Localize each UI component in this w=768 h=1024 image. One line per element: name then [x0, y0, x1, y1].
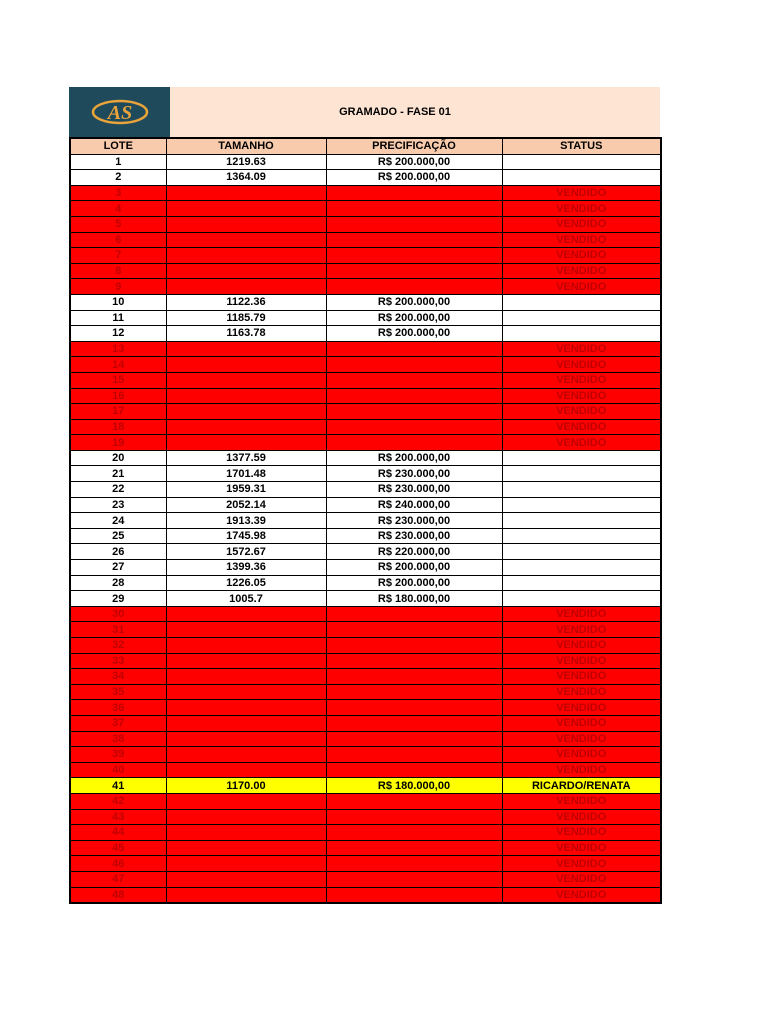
cell-status: VENDIDO: [502, 201, 661, 217]
cell-precificacao: R$ 240.000,00: [326, 497, 502, 513]
cell-lote: 17: [70, 404, 166, 420]
table-row: [70, 747, 661, 763]
cell-tamanho: [166, 435, 326, 451]
cell-status: [502, 591, 661, 607]
cell-status: [502, 450, 661, 466]
table-row: [70, 871, 661, 887]
cell-precificacao: [326, 341, 502, 357]
table-row: [70, 388, 661, 404]
cell-lote: 44: [70, 825, 166, 841]
cell-status: VENDIDO: [502, 216, 661, 232]
cell-tamanho: 1122.36: [166, 294, 326, 310]
cell-lote: 38: [70, 731, 166, 747]
cell-lote: 4: [70, 201, 166, 217]
table-row: [70, 793, 661, 809]
cell-lote: 3: [70, 185, 166, 201]
cell-precificacao: [326, 263, 502, 279]
table-row: [70, 404, 661, 420]
cell-precificacao: [326, 372, 502, 388]
cell-lote: 6: [70, 232, 166, 248]
cell-status: VENDIDO: [502, 825, 661, 841]
cell-status: VENDIDO: [502, 669, 661, 685]
column-header-precificacao: PRECIFICAÇÃO: [326, 138, 502, 154]
cell-precificacao: R$ 200.000,00: [326, 154, 502, 170]
cell-precificacao: [326, 201, 502, 217]
cell-lote: 8: [70, 263, 166, 279]
column-header-status: STATUS: [502, 138, 661, 154]
cell-precificacao: R$ 180.000,00: [326, 778, 502, 794]
table-row: [70, 357, 661, 373]
cell-lote: 28: [70, 575, 166, 591]
cell-lote: 24: [70, 513, 166, 529]
cell-tamanho: [166, 341, 326, 357]
sheet-title: GRAMADO - FASE 01: [339, 106, 451, 118]
table-row: [70, 715, 661, 731]
table-row: [70, 638, 661, 654]
cell-lote: 21: [70, 466, 166, 482]
cell-lote: 2: [70, 170, 166, 186]
cell-status: [502, 513, 661, 529]
table-row: [70, 294, 661, 310]
cell-precificacao: [326, 419, 502, 435]
cell-lote: 37: [70, 715, 166, 731]
cell-lote: 1: [70, 154, 166, 170]
column-header-tamanho: TAMANHO: [166, 138, 326, 154]
table-row: [70, 419, 661, 435]
cell-lote: 9: [70, 279, 166, 295]
cell-lote: 47: [70, 871, 166, 887]
cell-tamanho: [166, 747, 326, 763]
cell-status: VENDIDO: [502, 809, 661, 825]
cell-precificacao: [326, 638, 502, 654]
table-row: [70, 669, 661, 685]
table-row: [70, 232, 661, 248]
cell-precificacao: [326, 669, 502, 685]
cell-lote: 14: [70, 357, 166, 373]
cell-status: RICARDO/RENATA: [502, 778, 661, 794]
cell-precificacao: [326, 435, 502, 451]
cell-lote: 40: [70, 762, 166, 778]
cell-status: [502, 326, 661, 342]
cell-tamanho: 1163.78: [166, 326, 326, 342]
cell-precificacao: [326, 404, 502, 420]
cell-status: VENDIDO: [502, 185, 661, 201]
cell-precificacao: [326, 715, 502, 731]
logo-text: AS: [107, 102, 132, 124]
cell-tamanho: [166, 622, 326, 638]
cell-lote: 36: [70, 700, 166, 716]
cell-lote: 23: [70, 497, 166, 513]
cell-tamanho: [166, 809, 326, 825]
table-row: [70, 809, 661, 825]
table-row: [70, 201, 661, 217]
cell-lote: 46: [70, 856, 166, 872]
table-row: [70, 326, 661, 342]
cell-lote: 7: [70, 248, 166, 264]
cell-tamanho: [166, 684, 326, 700]
cell-tamanho: [166, 887, 326, 903]
cell-lote: 13: [70, 341, 166, 357]
cell-tamanho: [166, 185, 326, 201]
table-row: [70, 856, 661, 872]
table-row: [70, 591, 661, 607]
cell-tamanho: [166, 263, 326, 279]
cell-lote: 19: [70, 435, 166, 451]
cell-tamanho: 1959.31: [166, 482, 326, 498]
cell-precificacao: [326, 887, 502, 903]
cell-precificacao: [326, 856, 502, 872]
cell-precificacao: [326, 840, 502, 856]
cell-status: VENDIDO: [502, 871, 661, 887]
cell-lote: 5: [70, 216, 166, 232]
cell-status: VENDIDO: [502, 419, 661, 435]
cell-lote: 29: [70, 591, 166, 607]
cell-status: VENDIDO: [502, 404, 661, 420]
cell-status: [502, 482, 661, 498]
cell-precificacao: [326, 871, 502, 887]
table-row: [70, 825, 661, 841]
cell-precificacao: [326, 825, 502, 841]
cell-precificacao: [326, 279, 502, 295]
cell-status: VENDIDO: [502, 248, 661, 264]
sheet-header: [69, 87, 660, 137]
table-row: [70, 778, 661, 794]
cell-lote: 31: [70, 622, 166, 638]
cell-lote: 35: [70, 684, 166, 700]
cell-tamanho: [166, 279, 326, 295]
cell-status: VENDIDO: [502, 357, 661, 373]
cell-status: VENDIDO: [502, 887, 661, 903]
cell-lote: 25: [70, 528, 166, 544]
cell-status: [502, 170, 661, 186]
cell-tamanho: [166, 700, 326, 716]
table-row: [70, 154, 661, 170]
cell-precificacao: [326, 762, 502, 778]
cell-tamanho: [166, 357, 326, 373]
cell-precificacao: R$ 180.000,00: [326, 591, 502, 607]
table-row: [70, 435, 661, 451]
table-row: [70, 482, 661, 498]
cell-precificacao: R$ 200.000,00: [326, 450, 502, 466]
cell-lote: 27: [70, 560, 166, 576]
cell-precificacao: [326, 684, 502, 700]
cell-tamanho: [166, 388, 326, 404]
cell-tamanho: [166, 793, 326, 809]
cell-status: [502, 154, 661, 170]
cell-precificacao: [326, 747, 502, 763]
cell-precificacao: [326, 606, 502, 622]
cell-tamanho: 1170.00: [166, 778, 326, 794]
cell-lote: 20: [70, 450, 166, 466]
table-row: [70, 887, 661, 903]
lot-sheet: [69, 87, 660, 904]
cell-precificacao: [326, 248, 502, 264]
cell-status: [502, 575, 661, 591]
cell-status: VENDIDO: [502, 700, 661, 716]
cell-lote: 41: [70, 778, 166, 794]
table-row: [70, 497, 661, 513]
company-logo: [69, 87, 170, 137]
cell-tamanho: [166, 419, 326, 435]
cell-tamanho: [166, 856, 326, 872]
cell-tamanho: 1572.67: [166, 544, 326, 560]
cell-tamanho: 2052.14: [166, 497, 326, 513]
cell-lote: 11: [70, 310, 166, 326]
cell-status: VENDIDO: [502, 232, 661, 248]
table-row: [70, 513, 661, 529]
table-row: [70, 700, 661, 716]
cell-status: [502, 560, 661, 576]
table-row: [70, 279, 661, 295]
cell-precificacao: R$ 200.000,00: [326, 310, 502, 326]
cell-lote: 32: [70, 638, 166, 654]
cell-precificacao: R$ 230.000,00: [326, 513, 502, 529]
table-row: [70, 466, 661, 482]
cell-status: [502, 466, 661, 482]
table-row: [70, 310, 661, 326]
cell-precificacao: [326, 185, 502, 201]
cell-precificacao: R$ 200.000,00: [326, 575, 502, 591]
cell-status: VENDIDO: [502, 684, 661, 700]
cell-lote: 48: [70, 887, 166, 903]
cell-tamanho: [166, 404, 326, 420]
cell-precificacao: [326, 388, 502, 404]
cell-lote: 12: [70, 326, 166, 342]
lots-table: [69, 137, 662, 904]
cell-status: VENDIDO: [502, 341, 661, 357]
cell-precificacao: [326, 622, 502, 638]
cell-lote: 34: [70, 669, 166, 685]
cell-precificacao: [326, 232, 502, 248]
table-header-row: [70, 138, 661, 154]
cell-tamanho: [166, 731, 326, 747]
cell-precificacao: R$ 230.000,00: [326, 482, 502, 498]
cell-precificacao: [326, 700, 502, 716]
cell-tamanho: [166, 606, 326, 622]
cell-lote: 45: [70, 840, 166, 856]
cell-tamanho: [166, 201, 326, 217]
cell-status: VENDIDO: [502, 747, 661, 763]
cell-precificacao: [326, 731, 502, 747]
table-row: [70, 684, 661, 700]
cell-status: VENDIDO: [502, 622, 661, 638]
cell-tamanho: 1913.39: [166, 513, 326, 529]
table-row: [70, 653, 661, 669]
cell-tamanho: [166, 762, 326, 778]
cell-tamanho: 1701.48: [166, 466, 326, 482]
cell-status: VENDIDO: [502, 606, 661, 622]
cell-status: VENDIDO: [502, 731, 661, 747]
table-row: [70, 606, 661, 622]
cell-lote: 33: [70, 653, 166, 669]
cell-tamanho: 1364.09: [166, 170, 326, 186]
cell-precificacao: R$ 200.000,00: [326, 560, 502, 576]
cell-status: [502, 310, 661, 326]
as-logo-icon: [90, 94, 150, 130]
table-row: [70, 731, 661, 747]
cell-lote: 15: [70, 372, 166, 388]
cell-tamanho: 1226.05: [166, 575, 326, 591]
cell-precificacao: [326, 793, 502, 809]
cell-status: VENDIDO: [502, 715, 661, 731]
cell-lote: 10: [70, 294, 166, 310]
cell-status: VENDIDO: [502, 762, 661, 778]
cell-lote: 42: [70, 793, 166, 809]
cell-precificacao: R$ 200.000,00: [326, 294, 502, 310]
cell-lote: 18: [70, 419, 166, 435]
cell-tamanho: 1219.63: [166, 154, 326, 170]
cell-lote: 22: [70, 482, 166, 498]
cell-tamanho: [166, 653, 326, 669]
table-row: [70, 248, 661, 264]
cell-status: VENDIDO: [502, 435, 661, 451]
table-row: [70, 216, 661, 232]
cell-tamanho: 1377.59: [166, 450, 326, 466]
cell-precificacao: R$ 220.000,00: [326, 544, 502, 560]
table-row: [70, 544, 661, 560]
cell-status: VENDIDO: [502, 263, 661, 279]
table-row: [70, 560, 661, 576]
cell-tamanho: [166, 248, 326, 264]
cell-status: VENDIDO: [502, 793, 661, 809]
table-row: [70, 762, 661, 778]
cell-precificacao: R$ 230.000,00: [326, 466, 502, 482]
cell-tamanho: 1005.7: [166, 591, 326, 607]
cell-status: VENDIDO: [502, 653, 661, 669]
cell-tamanho: [166, 715, 326, 731]
cell-status: [502, 294, 661, 310]
cell-precificacao: [326, 216, 502, 232]
table-row: [70, 185, 661, 201]
cell-lote: 30: [70, 606, 166, 622]
cell-tamanho: [166, 669, 326, 685]
table-row: [70, 575, 661, 591]
cell-status: VENDIDO: [502, 279, 661, 295]
cell-status: [502, 528, 661, 544]
cell-precificacao: R$ 200.000,00: [326, 326, 502, 342]
table-row: [70, 622, 661, 638]
cell-precificacao: [326, 357, 502, 373]
cell-status: VENDIDO: [502, 856, 661, 872]
table-row: [70, 341, 661, 357]
cell-precificacao: [326, 809, 502, 825]
table-body: [70, 154, 661, 903]
cell-tamanho: [166, 216, 326, 232]
cell-tamanho: [166, 871, 326, 887]
table-row: [70, 528, 661, 544]
cell-status: VENDIDO: [502, 388, 661, 404]
cell-tamanho: [166, 638, 326, 654]
cell-status: VENDIDO: [502, 638, 661, 654]
table-row: [70, 170, 661, 186]
cell-precificacao: R$ 230.000,00: [326, 528, 502, 544]
cell-lote: 26: [70, 544, 166, 560]
table-row: [70, 263, 661, 279]
cell-tamanho: [166, 232, 326, 248]
table-row: [70, 450, 661, 466]
cell-lote: 39: [70, 747, 166, 763]
cell-tamanho: [166, 840, 326, 856]
cell-lote: 16: [70, 388, 166, 404]
cell-tamanho: 1185.79: [166, 310, 326, 326]
table-row: [70, 372, 661, 388]
table-row: [70, 840, 661, 856]
column-header-lote: LOTE: [70, 138, 166, 154]
cell-tamanho: 1745.98: [166, 528, 326, 544]
cell-status: VENDIDO: [502, 372, 661, 388]
cell-status: [502, 497, 661, 513]
cell-status: VENDIDO: [502, 840, 661, 856]
cell-status: [502, 544, 661, 560]
cell-precificacao: R$ 200.000,00: [326, 170, 502, 186]
cell-precificacao: [326, 653, 502, 669]
cell-tamanho: [166, 825, 326, 841]
cell-tamanho: [166, 372, 326, 388]
cell-tamanho: 1399.36: [166, 560, 326, 576]
cell-lote: 43: [70, 809, 166, 825]
